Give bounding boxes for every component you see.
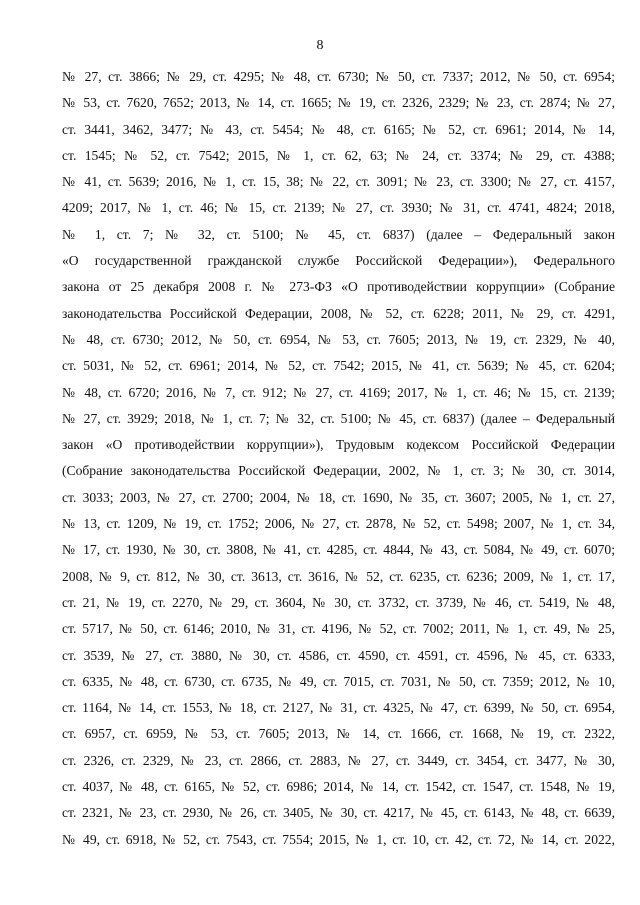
text-line: ст. 4037, № 48, ст. 6165, № 52, ст. 6986; 2014, № 14, ст. 1542, ст. 1547, ст. 1548, № 19,: [62, 779, 615, 795]
text-line: ст. 2321, № 23, ст. 2930, № 26, ст. 3405, № 30, ст. 4217, № 45, ст. 6143, № 48, ст. 6639,: [62, 805, 615, 821]
text-line: № 27, ст. 3866; № 29, ст. 4295; № 48, ст. 6730; № 50, ст. 7337; 2012, № 50, ст. 6954;: [62, 69, 615, 84]
text-line: № 13, ст. 1209, № 19, ст. 1752; 2006, № 27, ст. 2878, № 52, ст. 5498; 2007, № 1, ст. 34,: [62, 516, 615, 532]
text-line: закона от 25 декабря 2008 г. № 273-ФЗ «О противодействии коррупции» (Собрание: [62, 279, 615, 295]
text-line: 2008, № 9, ст. 812, № 30, ст. 3613, ст. 3616, № 52, ст. 6235, ст. 6236; 2009, № 1, ст. 17,: [62, 568, 615, 584]
text-line: ст. 1545; № 52, ст. 7542; 2015, № 1, ст. 62, 63; № 24, ст. 3374; № 29, ст. 4388;: [62, 147, 615, 163]
text-line: законодательства Российской Федерации, 2008, № 52, ст. 6228; 2011, № 29, ст. 4291,: [62, 305, 615, 321]
text-line: № 49, ст. 6918, № 52, ст. 7543, ст. 7554; 2015, № 1, ст. 10, ст. 42, ст. 72, № 14, ст. 2022,: [62, 831, 615, 847]
text-line: № 48, ст. 6720; 2016, № 7, ст. 912; № 27, ст. 4169; 2017, № 1, ст. 46; № 15, ст. 2139;: [62, 384, 615, 400]
text-line: (Собрание законодательства Российской Федерации, 2002, № 1, ст. 3; № 30, ст. 3014,: [62, 463, 615, 479]
text-line: № 27, ст. 3929; 2018, № 1, ст. 7; № 32, ст. 5100; № 45, ст. 6837) (далее – Федеральный: [62, 410, 615, 426]
text-line: ст. 3033; 2003, № 27, ст. 2700; 2004, № 18, ст. 1690, № 35, ст. 3607; 2005, № 1, ст. 27,: [62, 489, 615, 505]
body-text: [62, 64, 615, 853]
text-line: закон «О противодействии коррупции»), Трудовым кодексом Российской Федерации: [62, 437, 615, 453]
text-line: ст. 3539, № 27, ст. 3880, № 30, ст. 4586, ст. 4590, ст. 4591, ст. 4596, № 45, ст. 6333,: [62, 647, 615, 663]
text-line: № 48, ст. 6730; 2012, № 50, ст. 6954, № 53, ст. 7605; 2013, № 19, ст. 2329, № 40,: [62, 331, 615, 347]
text-line: № 1, ст. 7; № 32, ст. 5100; № 45, ст. 6837) (далее – Федеральный закон: [62, 226, 615, 242]
text-line: ст. 5031, № 52, ст. 6961; 2014, № 52, ст. 7542; 2015, № 41, ст. 5639; № 45, ст. 6204;: [62, 358, 615, 374]
text-line: № 53, ст. 7620, 7652; 2013, № 14, ст. 1665; № 19, ст. 2326, 2329; № 23, ст. 2874; № 27,: [62, 95, 615, 111]
text-line: 4209; 2017, № 1, ст. 46; № 15, ст. 2139; № 27, ст. 3930; № 31, ст. 4741, 4824; 2018,: [62, 200, 615, 216]
text-line: № 17, ст. 1930, № 30, ст. 3808, № 41, ст. 4285, ст. 4844, № 43, ст. 5084, № 49, ст. 6070;: [62, 542, 615, 558]
text-line: ст. 5717, № 50, ст. 6146; 2010, № 31, ст. 4196, № 52, ст. 7002; 2011, № 1, ст. 49, № 25,: [62, 621, 615, 637]
text-line: ст. 2326, ст. 2329, № 23, ст. 2866, ст. 2883, № 27, ст. 3449, ст. 3454, ст. 3477, № 30,: [62, 752, 615, 768]
text-line: ст. 6957, ст. 6959, № 53, ст. 7605; 2013, № 14, ст. 1666, ст. 1668, № 19, ст. 2322,: [62, 726, 615, 742]
text-line: № 41, ст. 5639; 2016, № 1, ст. 15, 38; № 22, ст. 3091; № 23, ст. 3300; № 27, ст. 4157,: [62, 174, 615, 190]
text-line: ст. 3441, 3462, 3477; № 43, ст. 5454; № 48, ст. 6165; № 52, ст. 6961; 2014, № 14,: [62, 121, 615, 137]
page-number: 8: [316, 38, 324, 53]
text-line: ст. 6335, № 48, ст. 6730, ст. 6735, № 49, ст. 7015, ст. 7031, № 50, ст. 7359; 2012, № 10,: [62, 673, 615, 689]
text-line: ст. 1164, № 14, ст. 1553, № 18, ст. 2127, № 31, ст. 4325, № 47, ст. 6399, № 50, ст. 6954,: [62, 700, 615, 716]
text-line: ст. 21, № 19, ст. 2270, № 29, ст. 3604, № 30, ст. 3732, ст. 3739, № 46, ст. 5419, № 48,: [62, 594, 615, 610]
text-line: «О государственной гражданской службе Российской Федерации»), Федерального: [62, 253, 615, 269]
